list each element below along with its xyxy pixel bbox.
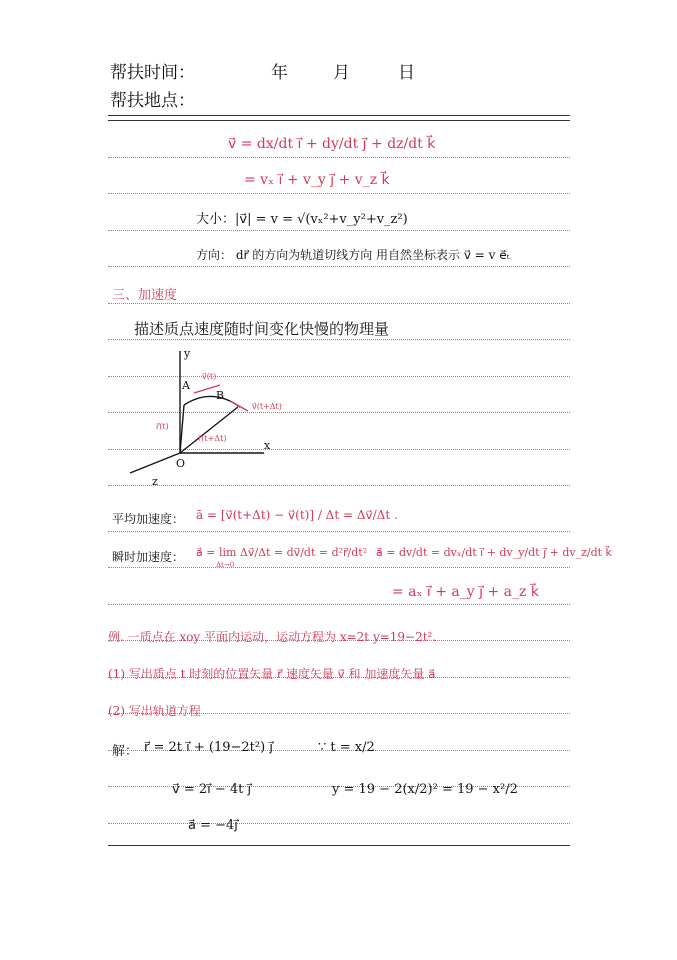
velocity-direction: 方向： dr⃗ 的方向为轨道切线方向 用自然坐标表示 v⃗ = v e⃗ₜ (196, 248, 510, 262)
z-axis-line (130, 453, 180, 473)
rule-line (108, 193, 570, 194)
r-t-label: r⃗(t) (156, 422, 169, 431)
point-a-label: A (182, 379, 190, 392)
rule-line (108, 604, 570, 605)
example-question-2: (2) 写出轨道方程 (108, 704, 201, 718)
rule-line (108, 266, 570, 267)
velocity-sum: = vₓ i⃗ + v_y j⃗ + v_z k⃗ (244, 172, 390, 188)
inst-limit-subscript: Δt→0 (216, 561, 235, 569)
z-axis-label: z (152, 475, 158, 485)
rule-line (108, 531, 570, 532)
origin-label: O (176, 457, 186, 470)
header-rule-top (108, 115, 570, 116)
rule-end (108, 845, 570, 846)
rule-line (108, 567, 570, 568)
avg-acceleration-label: 平均加速度： (112, 512, 185, 526)
velocity-magnitude: 大小：|v⃗| = v = √(vₓ²+v_y²+v_z²) (196, 212, 408, 227)
day-label: 日 (398, 63, 415, 83)
rule-line (108, 230, 570, 231)
point-b-label: B (216, 389, 225, 402)
rule-line (108, 339, 570, 340)
example-problem: 例. 一质点在 xoy 平面内运动，运动方程为 x=2t y=19−2t². (108, 630, 437, 644)
help-time-label: 帮扶时间： (110, 63, 195, 83)
help-place-label: 帮扶地点： (110, 91, 195, 111)
v-t-label: v⃗(t) (202, 372, 217, 381)
example-question-1: (1) 写出质点 t 时刻的位置矢量 r⃗ 速度矢量 v⃗ 和 加速度矢量 a⃗ (108, 667, 436, 681)
solution-label: 解： (112, 744, 139, 759)
trajectory-diagram (112, 345, 312, 485)
section-title: 三、加速度 (112, 288, 178, 303)
solution-trajectory: y = 19 − 2(x/2)² = 19 − x²/2 (332, 782, 518, 797)
header-rule-bottom (108, 120, 570, 121)
rule-line (108, 157, 570, 158)
acceleration-description: 描述质点速度随时间变化快慢的物理量 (134, 320, 390, 338)
velocity-components: v⃗ = dx/dt i⃗ + dy/dt j⃗ + dz/dt k⃗ (228, 136, 436, 152)
r-t-dt-label: r⃗(t+Δt) (198, 434, 227, 443)
inst-acceleration-sum: = aₓ i⃗ + a_y j⃗ + a_z k⃗ (392, 584, 539, 600)
avg-acceleration-formula: ā = [v⃗(t+Δt) − v⃗(t)] / Δt = Δv⃗/Δt . (196, 508, 398, 522)
x-axis-label: x (264, 439, 271, 452)
v-t-dt-label: v⃗(t+Δt) (252, 402, 282, 411)
solution-position: r⃗ = 2t i⃗ + (19−2t²) j⃗ (144, 740, 273, 755)
inst-acceleration-components: a⃗ = dv/dt = dvₓ/dt i⃗ + dv_y/dt j⃗ + dv_z/dt k⃗ (376, 546, 612, 559)
r-t-dt-vector (180, 407, 238, 453)
month-label: 月 (333, 63, 350, 83)
y-axis-label: y (184, 347, 191, 360)
solution-t: ∵ t = x/2 (318, 740, 375, 755)
rule-line (108, 823, 570, 824)
v-t-dt-arrow (230, 401, 248, 411)
solution-velocity: v⃗ = 2i⃗ − 4t j⃗ (172, 782, 252, 797)
rule-line (108, 303, 570, 304)
inst-acceleration-formula: a⃗ = lim Δv⃗/Δt = dv⃗/dt = d²r⃗/dt² (196, 546, 368, 559)
inst-acceleration-label: 瞬时加速度： (112, 550, 185, 564)
solution-acceleration: a⃗ = −4j⃗ (188, 818, 238, 833)
year-label: 年 (271, 63, 288, 83)
rule-line (108, 485, 570, 486)
